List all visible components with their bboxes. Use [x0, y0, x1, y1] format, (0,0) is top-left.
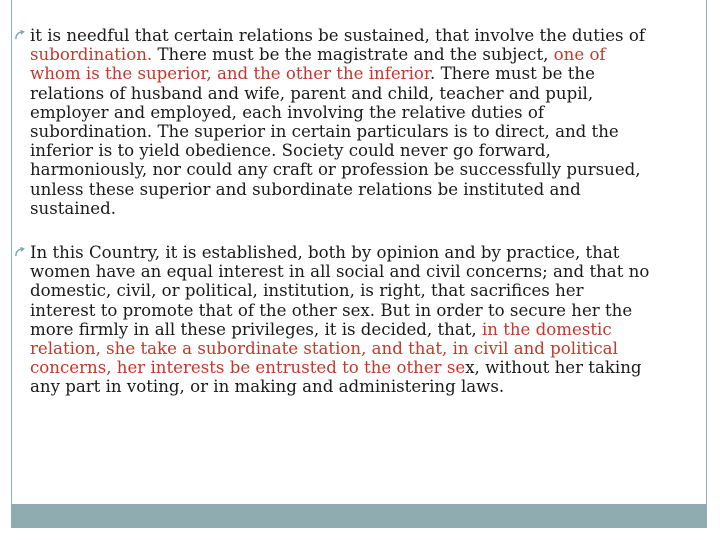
bullet-text-2-part-1: In this Country, it is established, both by opinion and by practice, that women have an equal interest in all social and civil concerns; and that no domestic, civil, or political, institution, is right, that sacrifices her interest to promote that of the other sex. But in order to secure her the more firmly in all these privileges, it is decided, that, — [30, 243, 650, 339]
bullet-text-1-part-2: subordination. — [30, 45, 153, 65]
curved-arrow-bullet-icon — [14, 247, 25, 258]
bullet-item-2 — [14, 243, 654, 397]
curved-arrow-bullet-icon — [14, 30, 25, 41]
bullet-text-2-part-3: x, without her taking any part in voting, or in making and administering laws. — [30, 358, 642, 397]
bullet-text-1-part-3: There must be the magistrate and the subject, — [152, 45, 554, 65]
bullet-text-2-part-2: in the domestic relation, she take a subordinate station, and that, in civil and political concerns, her interests be entrusted to the other se — [30, 319, 618, 378]
footer-bar — [11, 504, 707, 528]
bullet-text-1-part-1: it is needful that certain relations be sustained, that involve the duties of — [30, 26, 645, 45]
bullet-item-1 — [14, 26, 654, 218]
slide-content — [14, 26, 654, 397]
bullet-text-1-part-5: . There must be the relations of husband and wife, parent and child, teacher and pupil, employer and employed, each involving the relative duties of subordination. The superior in certain particulars is to direct, and the inferior is to yield obedience. Society could never go forward, harmoniously, nor could any craft or profession be successfully pursued, unless these superior and subordinate relations be instituted and sustained. — [30, 64, 641, 218]
bullet-text-1-part-4: one of whom is the superior, and the other the inferior — [30, 45, 606, 84]
